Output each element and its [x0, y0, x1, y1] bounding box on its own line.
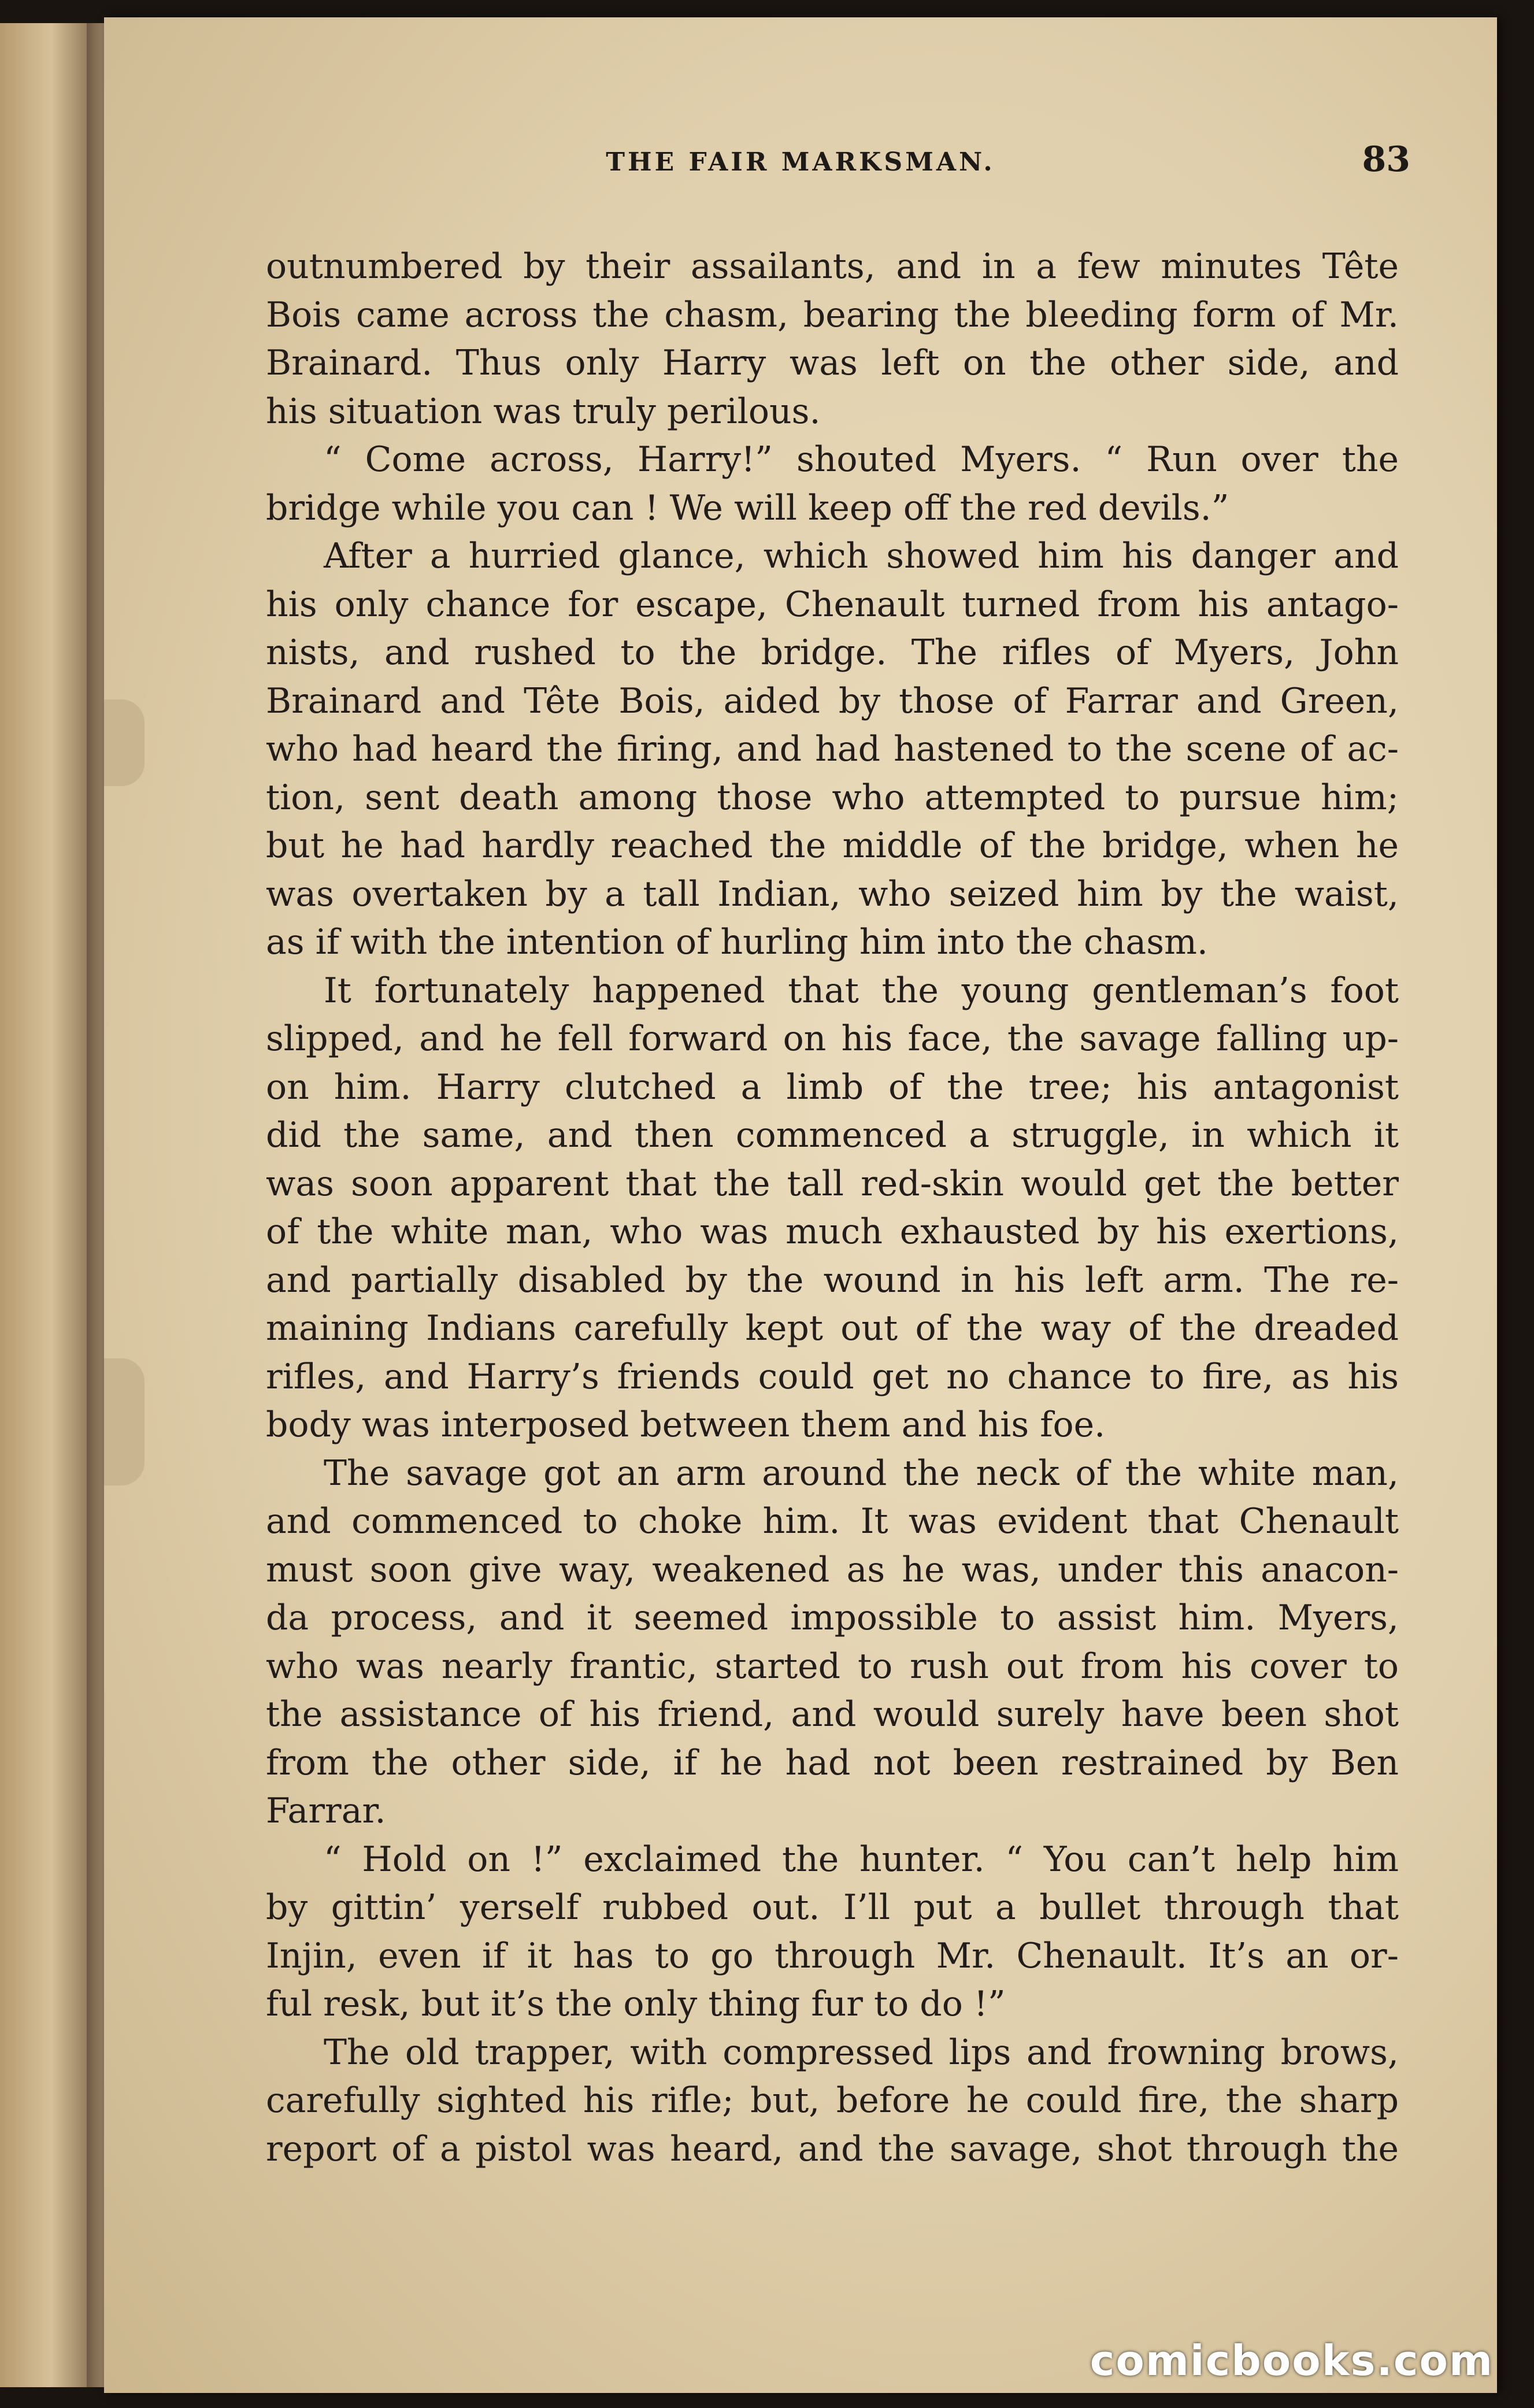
body-text	[266, 243, 1399, 2173]
text-line: rifles, and Harry’s friends could get no chance to fire, as his	[266, 1356, 1399, 1397]
text-line: but he had hardly reached the middle of the bridge, when he	[266, 825, 1399, 866]
text-line: nists, and rushed to the bridge. The rifles of Myers, John	[266, 632, 1399, 673]
text-line: by gittin’ yerself rubbed out. I’ll put a bullet through that	[266, 1887, 1399, 1928]
text-line: Farrar.	[266, 1791, 386, 1831]
text-line: was overtaken by a tall Indian, who seized him by the waist,	[266, 873, 1399, 914]
text-line: and commenced to choke him. It was evident that Chenault	[266, 1501, 1399, 1542]
text-line: ful resk, but it’s the only thing fur to do !”	[266, 1984, 1006, 2024]
text-line: the assistance of his friend, and would surely have been shot	[266, 1694, 1399, 1735]
text-line: Bois came across the chasm, bearing the bleeding form of Mr.	[266, 294, 1399, 335]
text-line: Injin, even if it has to go through Mr. Chenault. It’s an or-	[266, 1935, 1399, 1976]
text-line: “ Come across, Harry!” shouted Myers. “ Run over the	[324, 439, 1399, 480]
text-line: It fortunately happened that the young gentleman’s foot	[324, 970, 1399, 1011]
text-line: did the same, and then commenced a struggle, in which it	[266, 1115, 1399, 1155]
text-line: as if with the intention of hurling him into the chasm.	[266, 922, 1208, 962]
text-line: of the white man, who was much exhausted by his exertions,	[266, 1212, 1399, 1252]
torn-edge-lower	[104, 1358, 144, 1485]
running-head	[191, 139, 1410, 194]
text-line: on him. Harry clutched a limb of the tree; his antagonist	[266, 1066, 1399, 1107]
text-line: and partially disabled by the wound in his left arm. The re-	[266, 1259, 1399, 1301]
text-line: must soon give way, weakened as he was, under this anacon-	[266, 1549, 1399, 1590]
text-line: who was nearly frantic, started to rush out from his cover to	[266, 1646, 1399, 1687]
text-line: outnumbered by their assailants, and in a few minutes Tête	[266, 246, 1399, 287]
text-line: was soon apparent that the tall red-skin would get the better	[266, 1163, 1399, 1204]
text-line: body was interposed between them and his foe.	[266, 1405, 1106, 1445]
text-line: Brainard. Thus only Harry was left on the other side, and	[266, 343, 1399, 383]
text-line: The old trapper, with compressed lips and frowning brows,	[324, 2032, 1399, 2073]
text-line: maining Indians carefully kept out of the way of the dreaded	[266, 1308, 1399, 1349]
running-title: THE FAIR MARKSMAN.	[606, 147, 995, 177]
text-line: Brainard and Tête Bois, aided by those of Farrar and Green,	[266, 680, 1399, 721]
text-line: tion, sent death among those who attempted to pursue him;	[266, 777, 1399, 818]
text-line: After a hurried glance, which showed him his danger and	[324, 536, 1399, 576]
page-number: 83	[1362, 139, 1410, 180]
text-line: carefully sighted his rifle; but, before he could fire, the sharp	[266, 2080, 1399, 2121]
text-line: The savage got an arm around the neck of the white man,	[324, 1453, 1399, 1494]
text-line: who had heard the firing, and had hastened to the scene of ac-	[266, 729, 1399, 769]
text-line: report of a pistol was heard, and the savage, shot through the	[266, 2128, 1399, 2169]
torn-edge-upper	[104, 699, 144, 786]
text-line: his situation was truly perilous.	[266, 391, 821, 432]
text-line: his only chance for escape, Chenault turned from his antago-	[266, 584, 1399, 625]
text-line: da process, and it seemed impossible to assist him. Myers,	[266, 1598, 1399, 1638]
site-watermark: comicbooks.com	[1090, 2336, 1494, 2385]
text-line: bridge while you can ! We will keep off the red devils.”	[266, 487, 1229, 528]
text-line: slipped, and he fell forward on his face, the savage falling up-	[266, 1018, 1399, 1059]
facing-page-edge	[0, 23, 92, 2387]
text-line: “ Hold on !” exclaimed the hunter. “ You can’t help him	[324, 1839, 1399, 1880]
text-line: from the other side, if he had not been restrained by Ben	[266, 1742, 1399, 1783]
